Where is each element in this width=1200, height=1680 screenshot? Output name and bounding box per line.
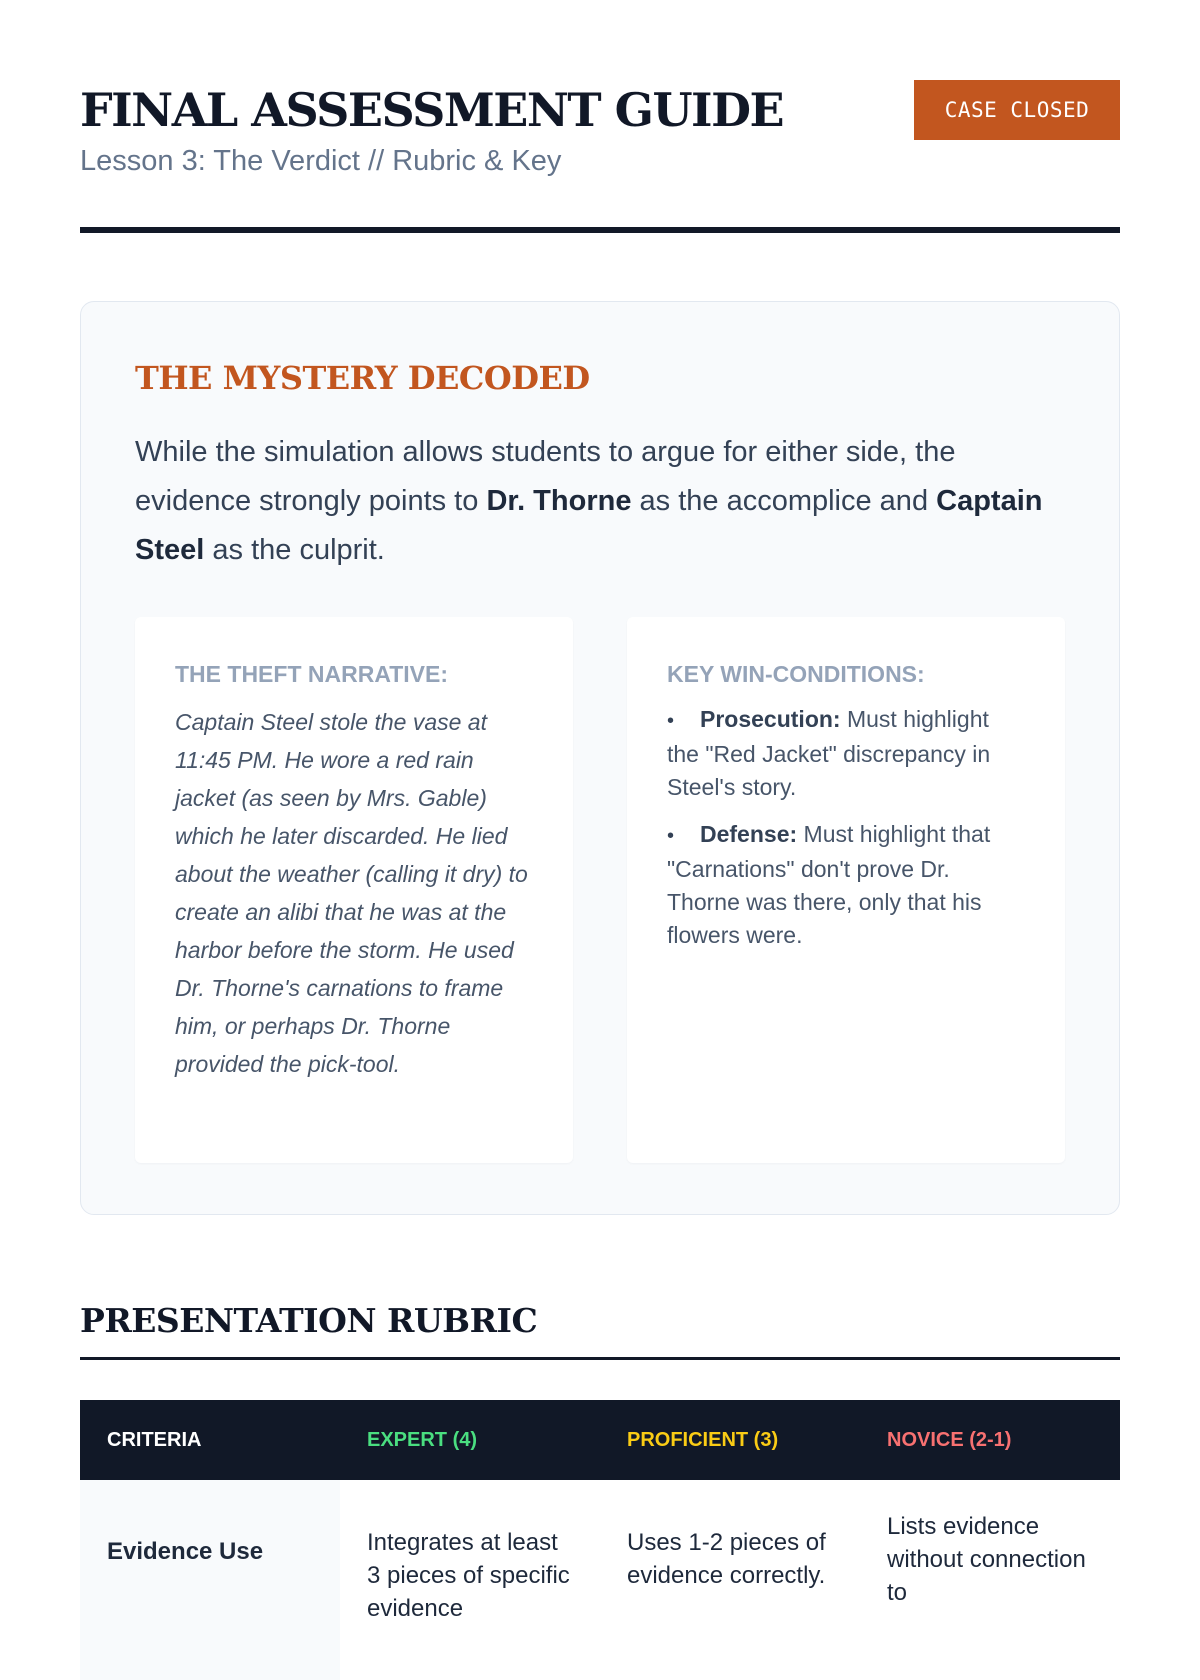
page-title: FINAL ASSESSMENT GUIDE [80,83,784,137]
theft-narrative-label: THE THEFT NARRATIVE: [175,661,449,687]
mystery-title: THE MYSTERY DECODED [135,359,590,397]
win-condition-text: Must highlight that "Carnations" don't prove Dr. Thorne was there, only that his flowers were. [667,821,991,948]
win-condition-lead: Defense: [700,821,798,847]
page-header [80,0,1120,233]
win-condition-text: Must highlight the "Red Jacket" discrepancy in Steel's story. [667,706,991,800]
summary-accomplice: Dr. Thorne [486,485,632,517]
header-novice: NOVICE (2-1) [887,1428,1012,1451]
header-expert: EXPERT (4) [367,1428,478,1451]
cell-criteria: Evidence Use [80,1480,340,1680]
win-conditions-label: KEY WIN-CONDITIONS: [667,661,925,687]
mystery-columns [135,617,1065,1163]
theft-narrative-text: Captain Steel stole the vase at 11:45 PM. He wore a red rain jacket (as seen by Mrs. Gable) which he later discarded. He lied about the weather (calling it dry) to create an alibi that he was at the harbor before the storm. He used Dr. Thorne's carnations to frame him, or perhaps Dr. Thorne provided the pick-tool. [175,709,528,1077]
list-item [667,703,1025,804]
summary-text-2: as the accomplice and [631,485,937,517]
rubric-table [80,1400,1120,1680]
rubric-header-row [80,1400,1120,1480]
win-conditions-card [627,617,1065,1163]
bullet-icon: • [667,710,675,732]
page-subtitle: Lesson 3: The Verdict // Rubric & Key [80,145,562,177]
win-conditions-list [667,703,1025,952]
cell-novice: Lists evidence without connection to [887,1513,1086,1606]
summary-culprit: Captain Steel [135,485,1043,566]
bullet-icon: • [667,825,675,847]
mystery-decoded-panel [80,301,1120,1215]
summary-text-3: as the culprit. [204,534,385,566]
summary-text-1: While the simulation allows students to argue for either side, the evidence strongly points to [135,436,956,517]
header-proficient: PROFICIENT (3) [627,1428,779,1451]
mystery-summary [135,428,1065,575]
table-row [80,1480,1120,1680]
win-condition-lead: Prosecution: [700,706,841,732]
cell-expert: Integrates at least 3 pieces of specific evidence [367,1529,570,1622]
header-criteria: CRITERIA [107,1428,202,1451]
case-status-badge: CASE CLOSED [914,80,1120,140]
rubric-title: PRESENTATION RUBRIC [80,1301,1120,1360]
cell-proficient: Uses 1-2 pieces of evidence correctly. [627,1529,826,1589]
theft-narrative-card [135,617,573,1163]
list-item [667,818,1025,952]
